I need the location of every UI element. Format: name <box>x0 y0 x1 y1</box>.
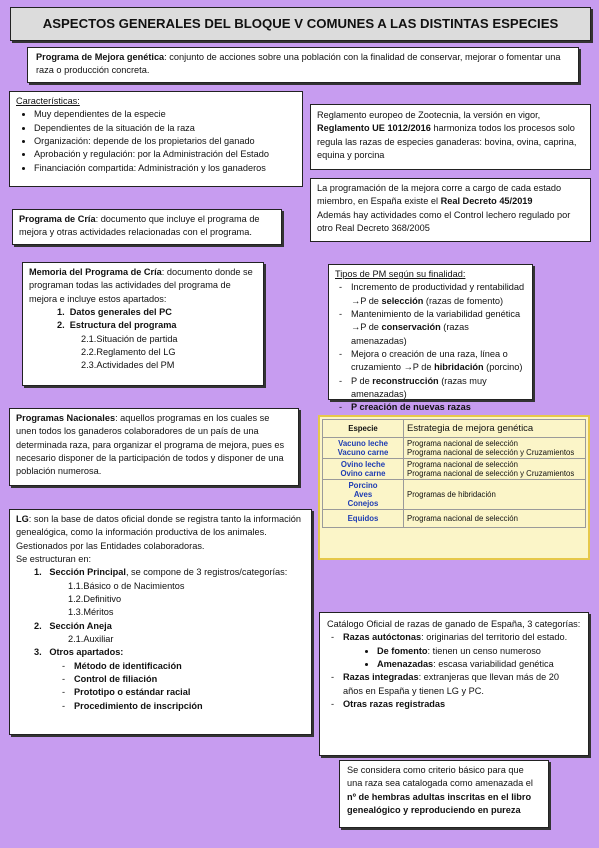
programas-nacionales-text: : aquellos programas en los cuales se unen todos los ganaderos colaboradores de un país de una determinada raza, para organizar el programa de mejora, pues es necesario disponer de la participación de todos y disponer de una población numerosa. <box>16 413 285 477</box>
list-item: • Amenazadas: escasa variabilidad genética <box>377 658 581 671</box>
page-title: ASPECTOS GENERALES DEL BLOQUE V COMUNES A LAS DISTINTAS ESPECIES <box>10 7 591 41</box>
table-cell-strategy: Programa nacional de selección Programa nacional de selección y Cruzamientos <box>404 438 586 459</box>
table-cell-strategy: Programa nacional de selección <box>404 510 586 528</box>
caracteristicas-box <box>9 91 303 187</box>
lg-section-1: 1. Sección Principal, se compone de 3 registros/categorías: <box>34 567 288 578</box>
real-decreto: Real Decreto 45/2019 <box>440 196 533 207</box>
criterio-text: Se considera como criterio básico para que una raza sea catalogada como amenazada el <box>347 765 533 789</box>
species-table-box <box>318 415 590 560</box>
lg-box <box>9 509 312 735</box>
memoria-subitem: 2.3.Actividades del PM <box>81 360 175 371</box>
list-item: - Control de filiación <box>74 673 305 686</box>
programa-mejora-box <box>27 47 579 83</box>
table-cell-strategy: Programas de hibridación <box>404 480 586 510</box>
list-item: - Mejora o creación de una raza, línea o cruzamiento →P de hibridación (porcino) <box>351 348 526 375</box>
list-item: • De fomento: tienen un censo numeroso <box>377 645 581 658</box>
programas-nacionales-term: Programas Nacionales <box>16 413 116 423</box>
memoria-subitem: 2.1.Situación de partida <box>81 333 178 344</box>
memoria-item-1: 1. Datos generales del PC <box>57 307 172 318</box>
criterio-bold: nº de hembras adultas inscritas en el libro genealógico y reproduciendo en pureza <box>347 791 532 816</box>
table-row <box>323 459 586 480</box>
list-item: - Método de identificación <box>74 660 305 673</box>
programa-mejora-text: : conjunto de acciones sobre una población con la finalidad de conservar, mejorar o fomentar una raza o producción concreta. <box>36 52 561 76</box>
list-item: - Mantenimiento de la variabilidad genética →P de conservación (razas amenazadas) <box>351 308 526 348</box>
tipos-pm-list <box>335 281 526 414</box>
programacion-text-2: Además hay actividades como el Control lechero regulado por otro Real Decreto 368/2005 <box>317 209 571 234</box>
list-item: - P de reconstrucción (razas muy amenazadas) <box>351 375 526 402</box>
species-table <box>322 419 586 528</box>
list-item: • Aprobación y regulación: por la Administración del Estado <box>34 148 296 161</box>
lg-otros-list <box>16 660 305 713</box>
table-cell-species: Porcino Aves Conejos <box>323 480 404 510</box>
table-cell-species: Vacuno leche Vacuno carne <box>323 438 404 459</box>
programacion-text-1: La programación de la mejora corre a cargo de cada estado miembro, en España existe el <box>317 183 562 207</box>
reglamento-box <box>310 104 591 170</box>
table-cell-species: Ovino leche Ovino carne <box>323 459 404 480</box>
lg-subitem: 1.2.Definitivo <box>68 594 122 605</box>
programas-nacionales-box <box>9 408 299 486</box>
criterio-box <box>339 760 549 828</box>
caracteristicas-heading: Características: <box>16 96 80 106</box>
list-item: - P creación de nuevas razas <box>351 401 526 414</box>
table-cell-species: Equidos <box>323 510 404 528</box>
table-header-row <box>323 420 586 438</box>
lg-section-3: 3. Otros apartados: <box>34 647 124 658</box>
lg-intro: Se estructuran en: <box>16 554 92 565</box>
lg-term: LG <box>16 514 29 524</box>
lg-section-2: 2. Sección Aneja <box>34 620 112 631</box>
programacion-box <box>310 178 591 242</box>
tipos-pm-heading: Tipos de PM según su finalidad: <box>335 269 466 279</box>
table-cell-strategy: Programa nacional de selección Programa nacional de selección y Cruzamientos <box>404 459 586 480</box>
list-item: • Muy dependientes de la especie <box>34 108 296 121</box>
programa-cria-box <box>12 209 282 245</box>
list-item: - Razas autóctonas: originarias del territorio del estado. • De fomento: tienen un censo numeroso • Amenazadas: escasa variabilidad genética <box>343 631 581 671</box>
memoria-item-2: 2. Estructura del programa <box>57 320 177 331</box>
table-row <box>323 438 586 459</box>
list-item: - Razas integradas: extranjeras que llevan más de 20 años en España y tienen LG y PC. <box>343 671 581 698</box>
lg-subitem: 2.1.Auxiliar <box>68 634 114 645</box>
table-row <box>323 510 586 528</box>
catalogo-box <box>319 612 589 756</box>
list-item: - Incremento de productividad y rentabilidad →P de selección (razas de fomento) <box>351 281 526 308</box>
tipos-pm-box <box>328 264 533 413</box>
reglamento-text-2: harmoniza todos los procesos solo regula las razas de especies ganaderas: bovina, ovina, caprina, equina y porcina <box>317 123 577 161</box>
list-item: • Organización: depende de los propietarios del ganado <box>34 135 296 148</box>
table-row <box>323 480 586 510</box>
memoria-term: Memoria del Programa de Cría <box>29 267 162 277</box>
list-item: - Prototipo o estándar racial <box>74 686 305 699</box>
table-header: Especie <box>323 420 404 438</box>
caracteristicas-list <box>16 108 296 175</box>
list-item: - Procedimiento de inscripción <box>74 700 305 713</box>
reglamento-ue: Reglamento UE 1012/2016 <box>317 123 431 134</box>
lg-subitem: 1.1.Básico o de Nacimientos <box>68 580 185 591</box>
lg-text: : son la base de datos oficial donde se registra tanto la información genealógica, como la información productiva de los animales. Gestionados por las Entidades colaboradoras. <box>16 514 301 551</box>
reglamento-text-1: Reglamento europeo de Zootecnia, la versión en vigor, <box>317 110 541 120</box>
memoria-text: : documento donde se programan todas las actividades del programa de mejora e incluye estos apartados: <box>29 267 253 304</box>
memoria-subitem: 2.2.Reglamento del LG <box>81 347 176 358</box>
programa-cria-text: : documento que incluye el programa de mejora y otras actividades relacionadas con el programa. <box>19 214 260 238</box>
programa-cria-term: Programa de Cría <box>19 214 96 224</box>
lg-subitem: 1.3.Méritos <box>68 607 114 618</box>
list-item: • Financiación compartida: Administración y los ganaderos <box>34 162 296 175</box>
table-header: Estrategia de mejora genética <box>404 420 586 438</box>
programa-mejora-term: Programa de Mejora genética <box>36 52 165 62</box>
catalogo-list <box>327 631 581 711</box>
list-item: - Otras razas registradas <box>343 698 581 711</box>
memoria-box <box>22 262 264 386</box>
list-item: • Dependientes de la situación de la raza <box>34 122 296 135</box>
catalogo-intro: Catálogo Oficial de razas de ganado de España, 3 categorías: <box>327 619 581 629</box>
